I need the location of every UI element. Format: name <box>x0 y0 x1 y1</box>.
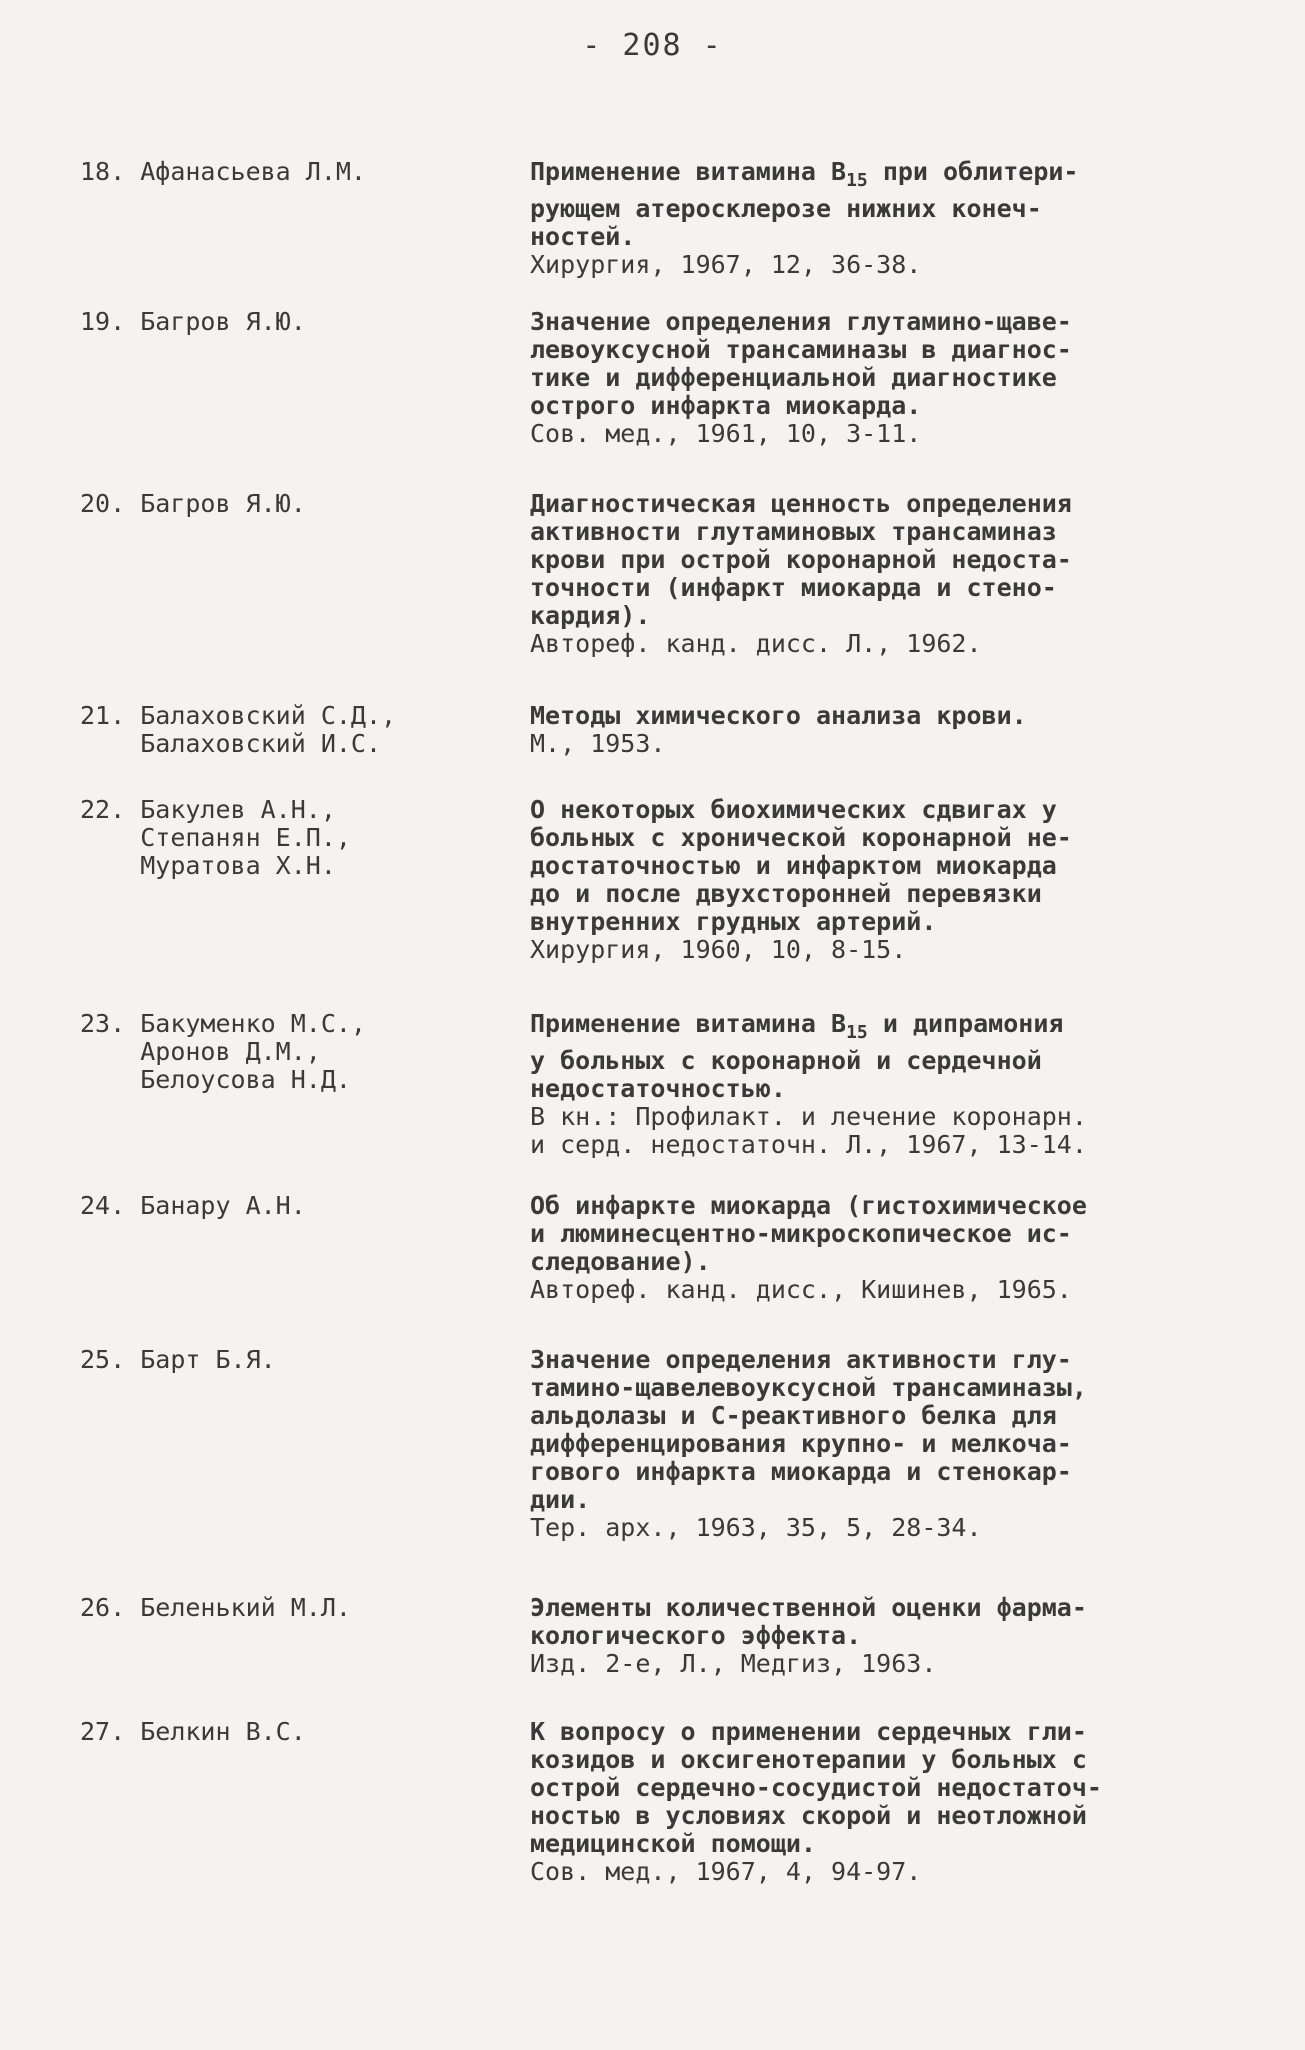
entry-authors <box>80 796 510 880</box>
entry-source: Хирургия, 1967, 12, 36-38. <box>530 250 922 279</box>
title-line: левоуксусной трансаминазы в диагнос- <box>530 335 1072 364</box>
title-line: кардия). <box>530 601 651 630</box>
entry-description <box>530 1346 1250 1542</box>
title-line: внутренних грудных артерий. <box>530 907 937 936</box>
entry-number: 24. <box>80 1191 126 1220</box>
entry-description <box>530 1010 1250 1159</box>
title-line: О некоторых биохимических сдвигах у <box>530 795 1057 824</box>
title-line: до и после двухсторонней перевязки <box>530 879 1042 908</box>
entry-authors <box>80 1010 510 1094</box>
entry-source: и серд. недостаточн. Л., 1967, 13-14. <box>530 1130 1087 1159</box>
title-line: Об инфаркте миокарда (гистохимическое <box>530 1191 1087 1220</box>
title-line: острого инфаркта миокарда. <box>530 391 922 420</box>
title-line: Применение витамина $B_{15}$ при облитери- <box>530 157 1079 191</box>
entry-description <box>530 490 1250 658</box>
title-line: Значение определения глутамино-щаве- <box>530 307 1072 336</box>
title-line: у больных с коронарной и сердечной <box>530 1046 1042 1075</box>
entry-authors <box>80 1718 510 1746</box>
title-line: точности (инфаркт миокарда и стено- <box>530 573 1057 602</box>
entry-authors <box>80 1192 510 1220</box>
title-line: крови при острой коронарной недоста- <box>530 545 1072 574</box>
author-name: Балаховский И.С. <box>140 729 382 758</box>
entry-authors <box>80 1346 510 1374</box>
author-name: Багров Я.Ю. <box>140 489 306 518</box>
title-line: Элементы количественной оценки фарма- <box>530 1593 1087 1622</box>
entry-number: 25. <box>80 1345 126 1374</box>
entry-source: Хирургия, 1960, 10, 8-15. <box>530 935 907 964</box>
author-name: Бакуменко М.С., <box>140 1009 366 1038</box>
author-name: Муратова Х.Н. <box>140 851 336 880</box>
entry-number: 20. <box>80 489 126 518</box>
entry-authors <box>80 1594 510 1622</box>
title-line: больных с хронической коронарной не- <box>530 823 1072 852</box>
title-line: рующем атеросклерозе нижних конеч- <box>530 194 1042 223</box>
author-name: Багров Я.Ю. <box>140 307 306 336</box>
title-line: медицинской помощи. <box>530 1829 816 1858</box>
title-line: активности глутаминовых трансаминаз <box>530 517 1057 546</box>
entry-number: 19. <box>80 307 126 336</box>
title-line: гового инфаркта миокарда и стенокар- <box>530 1457 1072 1486</box>
author-name: Степанян Е.П., <box>140 823 351 852</box>
subscript: 15 <box>846 170 868 191</box>
entry-source: Автореф. канд. дисс., Кишинев, 1965. <box>530 1275 1072 1304</box>
author-name: Банару А.Н. <box>140 1191 306 1220</box>
entry-number: 23. <box>80 1009 126 1038</box>
author-name: Белоусова Н.Д. <box>140 1065 351 1094</box>
entry-authors <box>80 490 510 518</box>
entry-description <box>530 702 1250 758</box>
entry-number: 21. <box>80 701 126 730</box>
title-line: козидов и оксигенотерапии у больных с <box>530 1745 1087 1774</box>
entry-authors <box>80 308 510 336</box>
author-name: Бакулев А.Н., <box>140 795 336 824</box>
author-name: Барт Б.Я. <box>140 1345 276 1374</box>
entry-source: Сов. мед., 1961, 10, 3-11. <box>530 419 922 448</box>
title-line: Применение витамина $B_{15}$ и дипрамония <box>530 1009 1064 1043</box>
entry-source: М., 1953. <box>530 729 666 758</box>
entry-source: Изд. 2-е, Л., Медгиз, 1963. <box>530 1649 937 1678</box>
entry-description <box>530 1718 1250 1886</box>
title-line: альдолазы и C-реактивного белка для <box>530 1401 1057 1430</box>
title-line: кологического эффекта. <box>530 1621 862 1650</box>
title-line: дифференцирования крупно- и мелкоча- <box>530 1429 1072 1458</box>
entry-description <box>530 796 1250 964</box>
entry-description <box>530 158 1250 279</box>
author-name: Беленький М.Л. <box>140 1593 351 1622</box>
title-line: ностей. <box>530 222 636 251</box>
subscript: 15 <box>846 1022 868 1043</box>
author-name: Балаховский С.Д., <box>140 701 397 730</box>
entry-source: Автореф. канд. дисс. Л., 1962. <box>530 629 982 658</box>
title-line: Методы химического анализа крови. <box>530 701 1027 730</box>
title-line: недостаточностью. <box>530 1074 786 1103</box>
title-line: тике и дифференциальной диагностике <box>530 363 1057 392</box>
entry-source: В кн.: Профилакт. и лечение коронарн. <box>530 1102 1087 1131</box>
author-name: Афанасьева Л.М. <box>140 157 366 186</box>
title-line: следование). <box>530 1247 711 1276</box>
entry-number: 26. <box>80 1593 126 1622</box>
title-line: дии. <box>530 1485 591 1514</box>
entry-authors <box>80 702 510 758</box>
title-line: острой сердечно-сосудистой недостаточ- <box>530 1773 1102 1802</box>
entry-source: Тер. арх., 1963, 35, 5, 28-34. <box>530 1513 982 1542</box>
entry-number: 18. <box>80 157 126 186</box>
entry-authors <box>80 158 510 186</box>
entry-description <box>530 1594 1250 1678</box>
title-line: Значение определения активности глу- <box>530 1345 1072 1374</box>
title-line: тамино-щавелевоуксусной трансаминазы, <box>530 1373 1087 1402</box>
title-line: К вопросу о применении сердечных гли- <box>530 1717 1087 1746</box>
entry-number: 27. <box>80 1717 126 1746</box>
title-line: ностью в условиях скорой и неотложной <box>530 1801 1087 1830</box>
author-name: Аронов Д.М., <box>140 1037 321 1066</box>
title-line: Диагностическая ценность определения <box>530 489 1072 518</box>
entry-description <box>530 308 1250 448</box>
author-name: Белкин В.С. <box>140 1717 306 1746</box>
title-line: достаточностью и инфарктом миокарда <box>530 851 1057 880</box>
page-number: - 208 - <box>582 28 723 63</box>
entry-number: 22. <box>80 795 126 824</box>
entry-source: Сов. мед., 1967, 4, 94-97. <box>530 1857 922 1886</box>
title-line: и люминесцентно-микроскопическое ис- <box>530 1219 1072 1248</box>
entry-description <box>530 1192 1250 1304</box>
